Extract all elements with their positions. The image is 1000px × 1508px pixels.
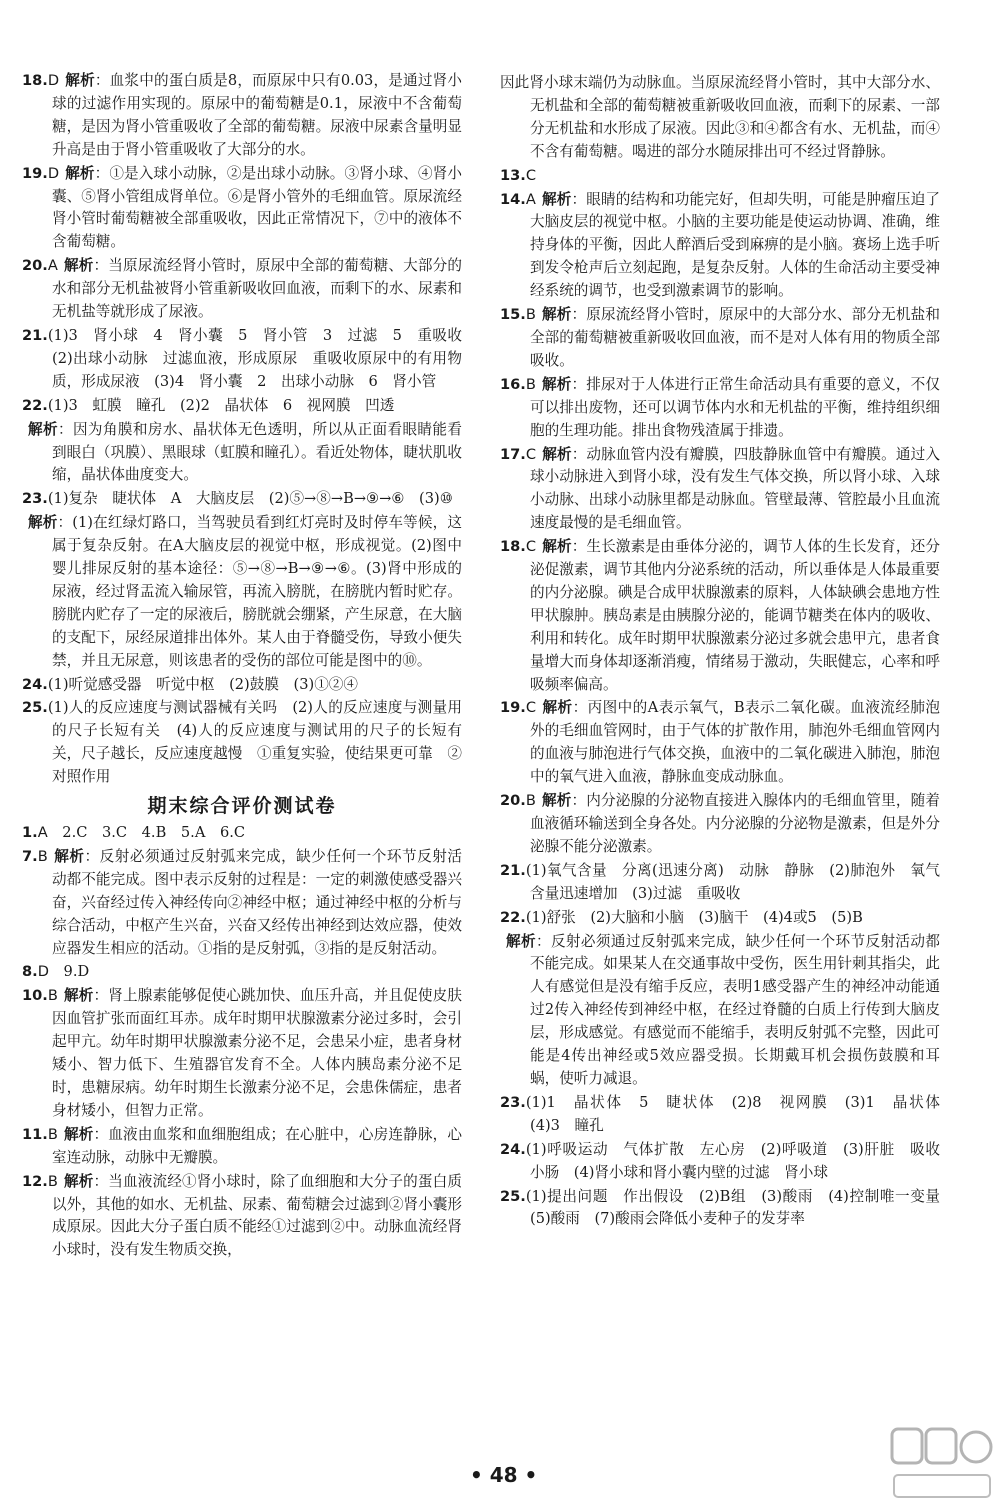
answer-ans: D (37, 963, 49, 981)
left-column (22, 70, 477, 1263)
answer-num: 23. (22, 490, 48, 508)
answer-item (22, 255, 462, 324)
answer-tag: 解析 (542, 445, 572, 463)
answer-ans: C (525, 538, 537, 556)
answer-num: 13. (500, 166, 526, 184)
answer-item (22, 674, 462, 697)
answer-ans: B (47, 1125, 58, 1143)
answer-num: 22. (22, 396, 48, 414)
answer-ans: A (525, 190, 536, 208)
answer-item (500, 907, 940, 930)
answer-item (500, 860, 940, 906)
answer-tag: 解析 (541, 792, 572, 810)
answer-num: 7. (22, 847, 38, 865)
answer-text: (1)1 晶状体 5 睫状体 (2)8 视网膜 (3)1 晶状体 (4)3 瞳孔 (525, 1093, 955, 1134)
answer-item (500, 536, 940, 696)
answer-num: 11. (22, 1125, 48, 1143)
answer-item (22, 419, 462, 488)
answer-ans: A (47, 257, 58, 275)
answer-tag: 解析 (63, 1172, 94, 1190)
answer-num: 10. (22, 987, 48, 1005)
answer-tag: 解析 (541, 190, 572, 208)
answer-ans: D (47, 164, 60, 182)
answer-text: ：动脉血管内没有瓣膜，四肢静脉血管中有瓣膜。通过入球小动脉进入到肾小球，没有发生气体交换，所以肾小球、入球小动脉、出球小动脉里都是动脉血。管壁最薄、管腔最小且血流速度最慢的是毛细血管。 (530, 445, 940, 532)
answer-item (500, 931, 940, 1091)
answer-ans: D (47, 72, 60, 89)
answer-num: 18. (22, 72, 48, 89)
answer-tag: 解析 (541, 306, 572, 324)
answer-text: ：生长激素是由垂体分泌的，调节人体的生长发育，还分泌促激素，调节其他内分泌系统的活动，所以垂体是人体最重要的内分泌腺。碘是合成甲状腺激素的原料，人体缺碘会患地方性甲状腺肿。胰岛素是由胰腺分泌的，能调节糖类在体内的吸收、利用和转化。成年时期甲状腺激素分泌过多就会患甲亢，患者食量增大而身体却逐渐消瘦，情绪易于激动，失眠健忘，心率和呼吸频率偏高。 (530, 538, 940, 693)
answer-num: 21. (500, 861, 526, 879)
answer-tag: 解析 (63, 257, 94, 275)
answer-ans: B (47, 987, 58, 1005)
answer-text: ：当原尿流经肾小管时，原尿中全部的葡萄糖、大部分的水和部分无机盐被肾小管重新吸收回血液，而剩下的水、尿素和无机盐等就形成了尿液。 (52, 257, 462, 321)
answer-text: (1)3 虹膜 瞳孔 (2)2 晶状体 6 视网膜 凹透 (47, 396, 395, 414)
answer-tag: 解析 (542, 699, 573, 717)
answer-text: (1)复杂 睫状体 A 大脑皮层 (2)⑤→⑧→B→⑨→⑥ (3)⑩ (47, 490, 453, 508)
answer-item (500, 790, 940, 859)
answer-item (22, 70, 462, 162)
answer-num: 25. (22, 699, 48, 717)
answer-tag: 解析 (65, 164, 95, 182)
answer-ans: C (525, 699, 537, 717)
answer-item (500, 189, 940, 304)
page-number: • 48 • (470, 1463, 538, 1487)
right-column (500, 72, 955, 1232)
watermark-logo (890, 1425, 994, 1503)
answer-item (22, 961, 462, 984)
answer-tag: 解析 (28, 514, 58, 532)
answer-item (22, 395, 462, 418)
answer-text: ：当血液流经①肾小球时，除了血细胞和大分子的蛋白质以外，其他的如水、无机盐、尿素、葡萄糖会过滤到②肾小囊形成原尿。因此大分子蛋白质不能经①过滤到②中。动脉血流经肾小球时，没有发生物质交换， (52, 1172, 462, 1259)
answer-text: ：(1)在红绿灯路口，当驾驶员看到红灯亮时及时停车等候，这属于复杂反射。在A大脑皮层的视觉中枢，形成视觉。(2)图中婴儿排尿反射的基本途径：⑤→⑧→B→⑨→⑥。(3)肾中形成的尿液，经过肾盂流入输尿管，再流入膀胱，在膀胱内暂时贮存。膀胱内贮存了一定的尿液后，膀胱就会绷紧，产生尿意，在大脑的支配下，尿经尿道排出体外。某人由于脊髓受伤，导致小便失禁，并且无尿意，则该患者的受伤的部位可能是图中的⑩。 (52, 514, 462, 669)
answer-text: (1)呼吸运动 气体扩散 左心房 (2)呼吸道 (3)肝脏 吸收 小肠 (4)肾小球和肾小囊内壁的过滤 肾小球 (525, 1140, 955, 1181)
answer-ans: A (37, 824, 48, 841)
answer-text: (1)3 肾小球 4 肾小囊 5 肾小管 3 过滤 5 重吸收 (2)出球小动脉 过滤血液，形成原尿 重吸收原尿中的有用物质，形成尿液 (3)4 肾小囊 2 出球小动脉 6 肾小管 (47, 326, 477, 390)
left-answers-top (22, 70, 477, 789)
answer-item (22, 985, 462, 1122)
answer-item (500, 1092, 955, 1138)
answer-text: ：眼睛的结构和功能完好，但却失明，可能是肿瘤压迫了大脑皮层的视觉中枢。小脑的主要功能是使运动协调、准确，维持身体的平衡，因此人醉酒后受到麻痹的是小脑。赛场上选手听到发令枪声后立刻起跑，是复杂反射。人体的生命活动主要受神经系统的调节，也受到激素调节的影响。 (530, 190, 940, 300)
answer-item (500, 1186, 955, 1232)
answer-ans: B (525, 375, 536, 393)
answer-text: ：因为角膜和房水、晶状体无色透明，所以从正面看眼睛能看到眼白（巩膜）、黑眼球（虹膜和瞳孔）。看近处物体，睫状肌收缩，晶状体曲度变大。 (52, 420, 462, 484)
answer-num: 8. (22, 963, 38, 981)
answer-text: ：反射必须通过反射弧来完成，缺少任何一个环节反射活动都不能完成。图中表示反射的过程是：一定的刺激使感受器兴奋，兴奋经过传入神经传向②神经中枢；通过神经中枢的分析与综合活动，中枢产生兴奋，兴奋又经传出神经到达效应器，使效应器发生相应的活动。①指的是反射弧，③指的是反射活动。 (52, 847, 462, 957)
answer-num: 15. (500, 306, 526, 324)
answer-text: 9.D (48, 963, 90, 981)
answer-text: ：原尿流经肾小管时，原尿中的大部分水、部分无机盐和全部的葡萄糖被重新吸收回血液，而不是对人体有用的物质全部吸收。 (530, 306, 940, 369)
answer-text: ：内分泌腺的分泌物直接进入腺体内的毛细血管里，随着血液循环输送到全身各处。内分泌腺的分泌物是激素，但是外分泌腺不能分泌激素。 (530, 792, 940, 855)
answer-item (500, 72, 940, 164)
answer-tag: 解析 (28, 420, 58, 438)
left-answers-bottom (22, 822, 462, 1262)
answer-tag: 解析 (541, 375, 572, 393)
answer-text: (1)氧气含量 分离(迅速分离) 动脉 静脉 (2)肺泡外 氧气含量迅速增加 (3)过滤 重吸收 (525, 861, 940, 902)
answer-ans: C (525, 445, 537, 463)
answer-item (22, 822, 462, 845)
answer-num: 14. (500, 190, 526, 208)
answer-num: 19. (500, 699, 526, 717)
answer-item (22, 846, 462, 961)
answer-num: 24. (500, 1140, 526, 1158)
answer-num: 18. (500, 538, 526, 556)
answer-item (500, 444, 940, 536)
answer-text: (1)听觉感受器 听觉中枢 (2)鼓膜 (3)①②④ (47, 675, 358, 693)
answer-num: 24. (22, 675, 48, 693)
answer-text: ：血浆中的蛋白质是8，而原尿中只有0.03，是通过肾小球的过滤作用实现的。原尿中的葡萄糖是0.1，尿液中不含葡萄糖，是因为肾小管重吸收了全部的葡萄糖。尿液中尿素含量明显升高是由于肾小管重吸收了大部分的水。 (52, 72, 462, 158)
answer-text: ：血液由血浆和血细胞组成；在心脏中，心房连静脉，心室连动脉，动脉中无瓣膜。 (52, 1125, 462, 1166)
answer-num: 12. (22, 1172, 48, 1190)
answer-item (500, 697, 940, 789)
section-title: 期末综合评价测试卷 (147, 795, 337, 818)
answer-num: 16. (500, 375, 526, 393)
answer-text: (1)舒张 (2)大脑和小脑 (3)脑干 (4)4或5 (5)B (525, 908, 863, 926)
answer-text: ：排尿对于人体进行正常生命活动具有重要的意义，不仅可以排出废物，还可以调节体内水和无机盐的平衡，维持组织细胞的生理功能。排出食物残渣属于排遗。 (530, 375, 940, 439)
answer-num: 22. (500, 908, 526, 926)
answer-item (22, 163, 462, 255)
answer-tag: 解析 (506, 932, 536, 950)
answer-text: (1)人的反应速度与测试器械有关吗 (2)人的反应速度与测量用的尺子长短有关 (4)人的反应速度与测试用的尺子的长短有关，尺子越长，反应速度越慢 ①重复实验，使结果更可靠 ②对照作用 (47, 699, 462, 786)
answer-item (22, 488, 462, 511)
answer-tag: 解析 (53, 847, 85, 865)
answer-num: 25. (500, 1187, 526, 1205)
answer-num: 23. (500, 1093, 526, 1111)
answer-item (22, 512, 462, 672)
answer-item (22, 1171, 462, 1263)
answer-ans: B (525, 306, 536, 324)
answer-tag: 解析 (65, 72, 95, 89)
answer-text: ：丙图中的A表示氧气，B表示二氧化碳。血液流经肺泡外的毛细血管网时，由于气体的扩散作用，肺泡外毛细血管网内的血液与肺泡进行气体交换，血液中的二氧化碳进入肺泡，肺泡中的氧气进入血液，静脉血变成动脉血。 (530, 699, 940, 786)
answer-num: 20. (22, 257, 48, 275)
answer-num: 21. (22, 326, 48, 344)
answer-item (22, 325, 477, 394)
answer-item (22, 1124, 462, 1170)
answer-text: 2.C 3.C 4.B 5.A 6.C (47, 824, 246, 841)
answer-item (500, 374, 940, 443)
answer-item (500, 304, 940, 373)
answer-text: ：肾上腺素能够促使心跳加快、血压升高，并且促使皮肤因血管扩张而面红耳赤。成年时期甲状腺激素分泌过多时，会引起甲亢。幼年时期甲状腺激素分泌不足，会患呆小症，患者身材矮小、智力低下、生殖器官发育不全。人体内胰岛素分泌不足时，患糖尿病。幼年时期生长激素分泌不足，会患侏儒症，患者身材矮小，但智力正常。 (52, 987, 462, 1119)
answer-text: 因此肾小球末端仍为动脉血。当原尿流经肾小管时，其中大部分水、无机盐和全部的葡萄糖被重新吸收回血液，而剩下的尿素、一部分无机盐和水形成了尿液。因此③和④都含有水、无机盐，而④不含有葡萄糖。喝进的部分水随尿排出可不经过肾静脉。 (500, 74, 940, 160)
answer-text: (1)提出问题 作出假设 (2)B组 (3)酸雨 (4)控制唯一变量 (5)酸雨 (7)酸雨会降低小麦种子的发芽率 (525, 1187, 955, 1228)
answer-ans: B (47, 1172, 58, 1190)
answer-num: 19. (22, 164, 48, 182)
answer-ans: B (37, 847, 48, 865)
answer-text: ：反射必须通过反射弧来完成，缺少任何一个环节反射活动都不能完成。如果某人在交通事故中受伤，医生用针刺其指尖，此人有感觉但是没有缩手反应，表明1感受器产生的神经冲动能通过2传入神经传到神经中枢，在经过脊髓的白质上行传到大脑皮层，形成感觉。有感觉而不能缩手，表明反射弧不完整，因此可能是4传出神经或5效应器受损。长期戴耳机会损伤鼓膜和耳蜗，使听力减退。 (530, 932, 940, 1087)
answer-ans: C (525, 166, 537, 184)
answer-ans: B (525, 792, 536, 810)
answer-num: 20. (500, 792, 526, 810)
answer-item (22, 697, 462, 789)
answer-tag: 解析 (542, 538, 572, 556)
answer-num: 1. (22, 824, 38, 841)
answer-tag: 解析 (63, 987, 94, 1005)
answer-item (500, 1139, 955, 1185)
answer-tag: 解析 (63, 1125, 94, 1143)
answer-num: 17. (500, 445, 526, 463)
answer-text: ：①是入球小动脉，②是出球小动脉。③肾小球、④肾小囊、⑤肾小管组成肾单位。⑥是肾小管外的毛细血管。原尿流经肾小管时葡萄糖被全部重吸收，因此正常情况下，⑦中的液体不含葡萄糖。 (52, 164, 462, 251)
answer-item (500, 165, 940, 188)
